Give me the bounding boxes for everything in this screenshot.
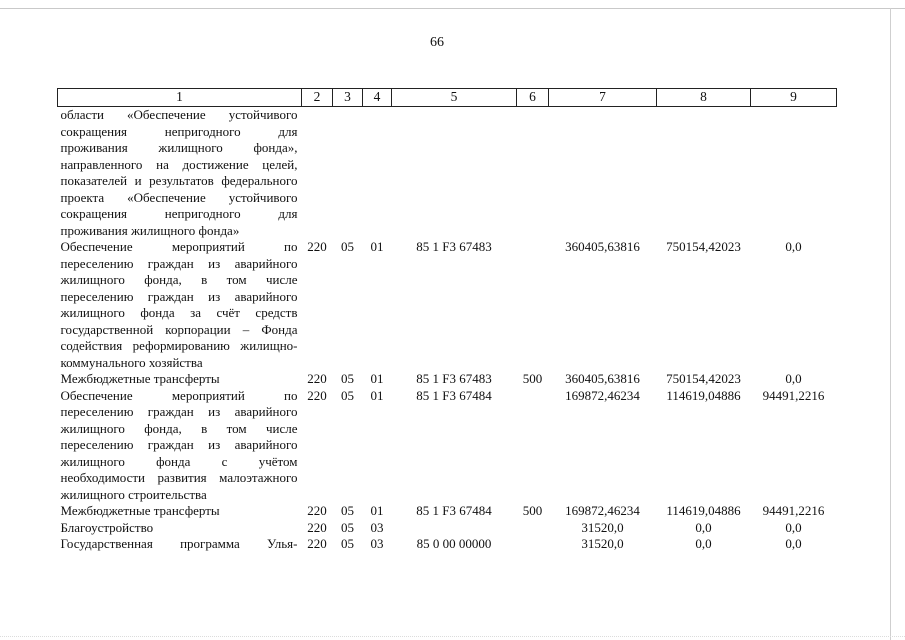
cell-amount-year-2: 0,0 xyxy=(695,519,712,535)
cell-amount-year-2: 750154,42023 xyxy=(666,371,741,386)
row-description: Благоустройство xyxy=(60,519,154,535)
cell-admin-code xyxy=(302,107,333,240)
row-description: области «Обеспечение устойчивого сокращения непригодного для проживания жилищного фонда», направленного на достижение целей, показателей и результатов федерального проекта «Обеспечение устойчивого сокращения непригодного для проживания жилищного фонда» xyxy=(60,107,298,238)
column-header-2: 2 xyxy=(302,89,333,107)
cell-subsection xyxy=(363,107,392,240)
cell-subsection: 03 xyxy=(370,519,384,535)
cell-subsection: 01 xyxy=(370,387,384,403)
table-row xyxy=(58,503,837,520)
cell-admin-code: 220 xyxy=(307,371,327,386)
cell-section: 05 xyxy=(341,503,354,518)
scan-bottom-artifact xyxy=(0,636,905,637)
column-header-1: 1 xyxy=(58,89,302,107)
column-header-6: 6 xyxy=(517,89,549,107)
column-header-4: 4 xyxy=(363,89,392,107)
cell-section xyxy=(333,107,363,240)
cell-target-article: 85 1 F3 67484 xyxy=(416,387,492,403)
table-row xyxy=(58,239,837,371)
cell-amount-year-2: 114619,04886 xyxy=(666,503,741,518)
cell-admin-code: 220 xyxy=(307,387,327,403)
table-row xyxy=(58,388,837,504)
cell-admin-code: 220 xyxy=(307,519,327,535)
cell-section: 05 xyxy=(341,519,354,535)
cell-amount-year-2 xyxy=(657,107,751,240)
budget-table xyxy=(57,88,837,553)
table-row xyxy=(58,371,837,388)
cell-amount-year-1: 169872,46234 xyxy=(565,503,640,518)
cell-amount-year-1: 360405,63816 xyxy=(565,239,640,254)
row-description: Межбюджетные трансферты xyxy=(60,371,220,386)
cell-amount-year-1 xyxy=(549,107,657,240)
cell-amount-year-1: 169872,46234 xyxy=(565,387,640,403)
row-description: Государственная программа Улья- xyxy=(60,536,298,551)
cell-subsection: 01 xyxy=(370,371,384,386)
cell-amount-year-2: 0,0 xyxy=(695,536,712,551)
cell-amount-year-3: 0,0 xyxy=(785,239,802,254)
cell-expense-type xyxy=(517,520,549,537)
cell-amount-year-1: 360405,63816 xyxy=(565,371,640,386)
cell-target-article xyxy=(392,520,517,537)
cell-amount-year-3 xyxy=(751,107,837,240)
cell-expense-type xyxy=(517,107,549,240)
cell-amount-year-3: 94491,2216 xyxy=(762,503,825,518)
cell-expense-type xyxy=(517,239,549,371)
column-header-7: 7 xyxy=(549,89,657,107)
cell-subsection: 03 xyxy=(370,536,384,551)
column-header-3: 3 xyxy=(333,89,363,107)
cell-admin-code: 220 xyxy=(307,503,327,518)
cell-section: 05 xyxy=(341,387,354,403)
cell-amount-year-2: 750154,42023 xyxy=(666,239,741,254)
column-header-8: 8 xyxy=(657,89,751,107)
cell-section: 05 xyxy=(341,536,354,551)
row-description: Межбюджетные трансферты xyxy=(60,503,220,518)
cell-expense-type xyxy=(517,388,549,504)
cell-amount-year-3: 0,0 xyxy=(785,519,802,535)
cell-section: 05 xyxy=(341,239,354,254)
cell-subsection: 01 xyxy=(370,503,384,518)
column-number-header-row xyxy=(58,89,837,107)
table-row xyxy=(58,107,837,240)
cell-section: 05 xyxy=(341,371,354,386)
table-row xyxy=(58,536,837,553)
cell-target-article xyxy=(392,107,517,240)
page-frame-right-line xyxy=(890,8,891,640)
cell-amount-year-2: 114619,04886 xyxy=(666,387,741,403)
table-row xyxy=(58,520,837,537)
cell-admin-code: 220 xyxy=(307,239,327,254)
page-number: 66 xyxy=(430,35,444,50)
column-header-9: 9 xyxy=(751,89,837,107)
cell-subsection: 01 xyxy=(370,239,384,254)
page-frame-top-line xyxy=(0,8,905,9)
cell-target-article: 85 0 00 00000 xyxy=(416,536,492,551)
cell-expense-type xyxy=(517,536,549,553)
cell-amount-year-1: 31520,0 xyxy=(581,519,624,535)
cell-amount-year-3: 0,0 xyxy=(785,371,802,386)
cell-admin-code: 220 xyxy=(307,536,327,551)
cell-amount-year-3: 94491,2216 xyxy=(762,387,825,403)
cell-expense-type: 500 xyxy=(522,503,543,518)
cell-target-article: 85 1 F3 67483 xyxy=(416,239,492,254)
cell-amount-year-1: 31520,0 xyxy=(581,536,624,551)
row-description: Обеспечение мероприятий по переселению граждан из аварийного жилищного фонда, в том числе переселению граждан из аварийного жилищного фонда с учётом необходимости развития малоэтажного жилищного строительства xyxy=(60,387,298,502)
cell-target-article: 85 1 F3 67484 xyxy=(416,503,492,518)
row-description: Обеспечение мероприятий по переселению граждан из аварийного жилищного фонда, в том числе переселению граждан из аварийного жилищного фонда за счёт средств государственной корпорации – Фонда содействия реформированию жилищно-коммунального хозяйства xyxy=(60,239,298,370)
cell-amount-year-3: 0,0 xyxy=(785,536,802,551)
cell-target-article: 85 1 F3 67483 xyxy=(416,371,492,386)
cell-expense-type: 500 xyxy=(522,371,543,386)
column-header-5: 5 xyxy=(392,89,517,107)
